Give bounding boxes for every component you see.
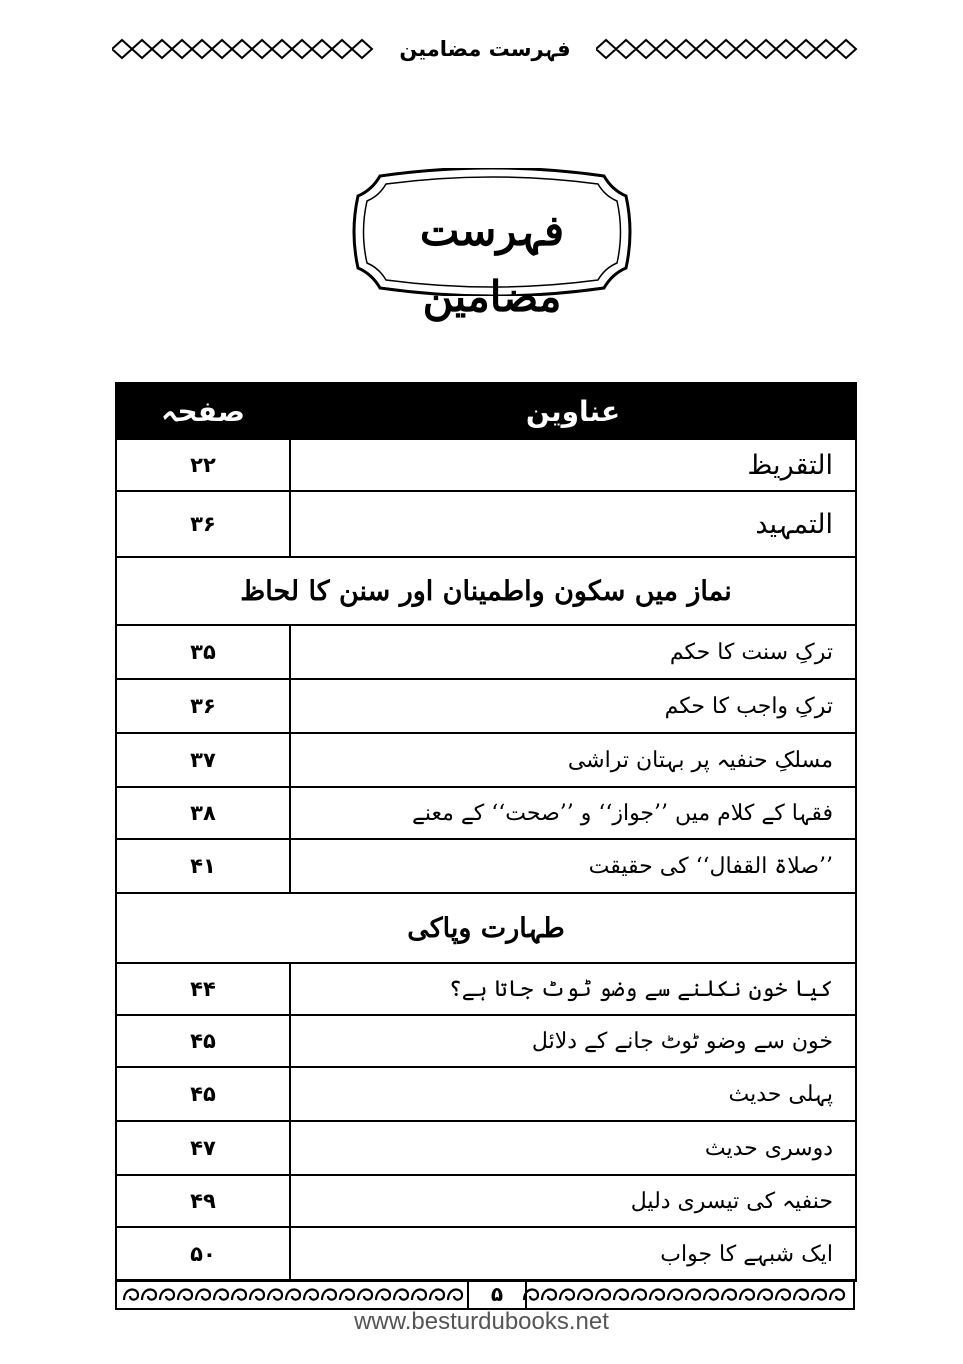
section-heading: نماز میں سکون واطمینان اور سنن کا لحاظ	[116, 557, 856, 625]
entry-title: ترکِ واجب کا حکم	[290, 679, 856, 733]
entry-title: خون سے وضو ٹوٹ جانے کے دلائل	[290, 1015, 856, 1067]
entry-title: ایک شبہے کا جواب	[290, 1227, 856, 1281]
page-number: ۳۸	[116, 787, 290, 839]
table-row	[116, 679, 856, 733]
page-number: ۴۵	[116, 1067, 290, 1121]
footer-ornament-left	[122, 1285, 464, 1304]
contents-table	[115, 382, 857, 1282]
entry-title: ’’صلاۃ القفال‘‘ کی حقیقت	[290, 839, 856, 893]
table-row	[116, 839, 856, 893]
table-row	[116, 733, 856, 787]
entry-title: حنفیہ کی تیسری دلیل	[290, 1175, 856, 1227]
page-number: ۳۷	[116, 733, 290, 787]
ornament-border-right	[596, 38, 858, 60]
table-row	[116, 1015, 856, 1067]
cartouche-title: فہرست مضامین	[419, 206, 565, 321]
running-header-title: فہرست مضامین	[399, 37, 571, 61]
section-row	[116, 893, 856, 963]
running-header	[112, 34, 858, 64]
page-number: ۴۹	[116, 1175, 290, 1227]
page-number: ۳۵	[116, 625, 290, 679]
page-number: ۴۱	[116, 839, 290, 893]
table-row	[116, 963, 856, 1015]
table-row	[116, 439, 856, 491]
entry-title: پہلی حدیث	[290, 1067, 856, 1121]
section-heading: طہارت وپاکی	[116, 893, 856, 963]
website-url: www.besturdubooks.net	[354, 1308, 609, 1335]
page-number: ۳۶	[116, 491, 290, 557]
titles-column-header: عناوین	[290, 383, 856, 439]
table-row	[116, 1121, 856, 1175]
entry-title: ترکِ سنت کا حکم	[290, 625, 856, 679]
page-number: ۴۷	[116, 1121, 290, 1175]
entry-title: دوسری حدیث	[290, 1121, 856, 1175]
page-number: ۳۶	[116, 679, 290, 733]
section-row	[116, 557, 856, 625]
page-number-footer: ۵	[467, 1281, 527, 1308]
page-column-header: صفحہ	[116, 383, 290, 439]
ornament-border-left	[112, 38, 374, 60]
table-row	[116, 491, 856, 557]
table-row	[116, 1175, 856, 1227]
entry-title: التمہید	[290, 491, 856, 557]
table-row	[116, 787, 856, 839]
entry-title: کیا خون نکلنے سے وضو ٹوٹ جاتا ہے؟	[290, 963, 856, 1015]
table-header-row	[116, 383, 856, 439]
entry-title: التقریظ	[290, 439, 856, 491]
page-number: ۴۵	[116, 1015, 290, 1067]
title-cartouche	[350, 168, 634, 321]
page-number: ۵۰	[116, 1227, 290, 1281]
page-number: ۴۴	[116, 963, 290, 1015]
page-footer	[115, 1279, 855, 1310]
table-row	[116, 625, 856, 679]
page-number: ۲۲	[116, 439, 290, 491]
entry-title: فقہا کے کلام میں ’’جواز‘‘ و ’’صحت‘‘ کے معنے	[290, 787, 856, 839]
entry-title: مسلکِ حنفیہ پر بہتان تراشی	[290, 733, 856, 787]
table-row	[116, 1227, 856, 1281]
table-row	[116, 1067, 856, 1121]
footer-ornament-right	[522, 1285, 848, 1304]
